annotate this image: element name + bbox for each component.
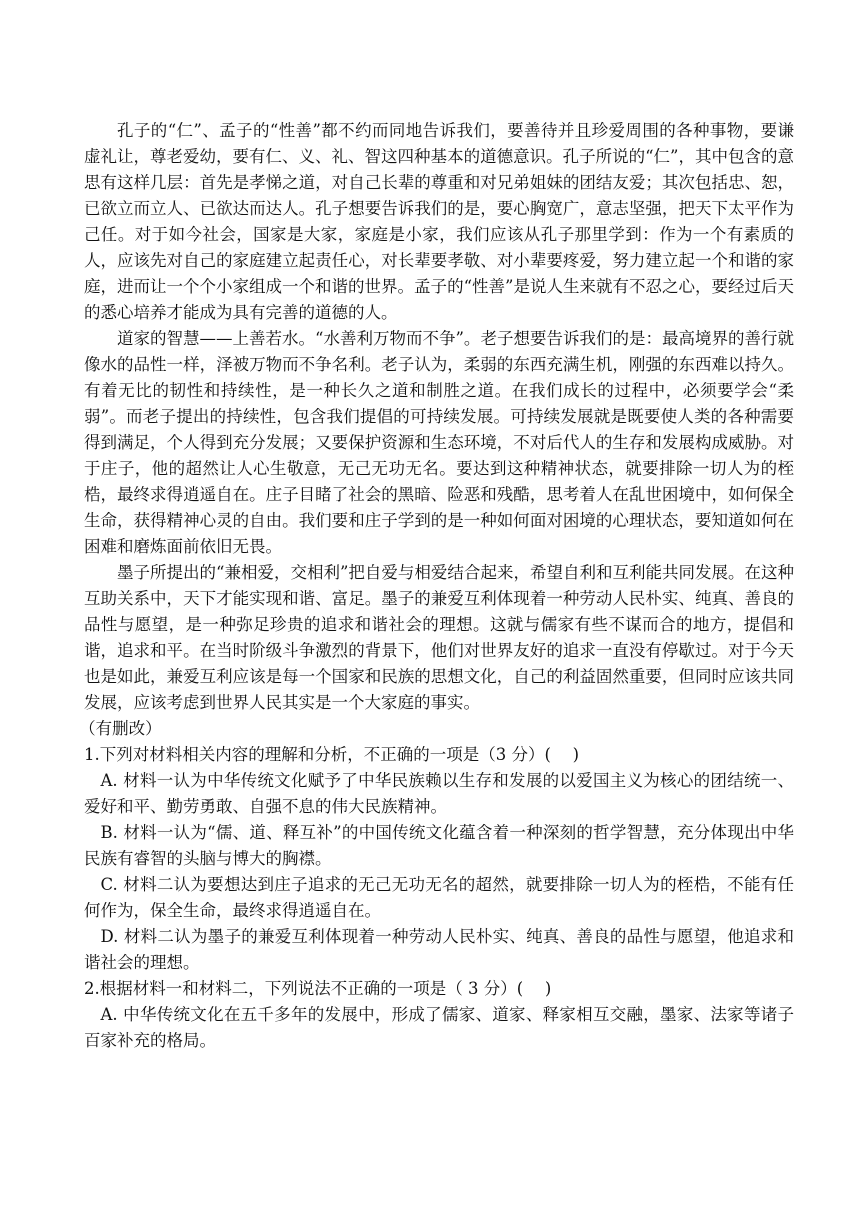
- question-stem: 2.根据材料一和材料二，下列说法不正确的一项是（ 3 分）( ): [84, 979, 552, 998]
- question-2: [84, 976, 794, 1054]
- document-page: [79, 118, 794, 1054]
- option-a: A. 材料一认为中华传统文化赋予了中华民族赖以生存和发展的以爱国主义为核心的团结统一、爱好和平、勤劳勇敢、自强不息的伟大民族精神。: [84, 771, 794, 816]
- question-1: [84, 742, 794, 976]
- option-b: B. 材料一认为“儒、道、释互补”的中国传统文化蕴含着一种深刻的哲学智慧，充分体现出中华民族有睿智的头脑与博大的胸襟。: [84, 823, 794, 868]
- question-stem: 1.下列对材料相关内容的理解和分析，不正确的一项是（3 分）( ): [84, 745, 580, 764]
- passage-paragraph-mohism: 墨子所提出的“兼相爱，交相利”把自爱与相爱结合起来，希望自利和互利能共同发展。在这种互助关系中，天下才能实现和谐、富足。墨子的兼爱互利体现着一种劳动人民朴实、纯真、善良的品性与愿望，是一种弥足珍贵的追求和谐社会的理想。这就与儒家有些不谋而合的地方，提倡和谐，追求和平。在当时阶级斗争激烈的背景下，他们对世界友好的追求一直没有停歇过。对于今天也是如此，兼爱互利应该是每一个国家和民族的思想文化，自己的利益固然重要，但同时应该共同发展，应该考虑到世界人民其实是一个大家庭的事实。: [84, 563, 794, 712]
- option-d: D. 材料二认为墨子的兼爱互利体现着一种劳动人民朴实、纯真、善良的品性与愿望，他追求和谐社会的理想。: [84, 927, 794, 972]
- option-c: C. 材料二认为要想达到庄子追求的无己无功无名的超然，就要排除一切人为的桎梏，不能有任何作为，保全生命，最终求得逍遥自在。: [84, 875, 794, 920]
- passage-paragraph-daoism: 道家的智慧——上善若水。“水善利万物而不争”。老子想要告诉我们的是：最高境界的善行就像水的品性一样，泽被万物而不争名利。老子认为，柔弱的东西充满生机，刚强的东西难以持久。有着无比的韧性和持续性，是一种长久之道和制胜之道。在我们成长的过程中，必须要学会“柔弱”。而老子提出的持续性，包含我们提倡的可持续发展。可持续发展就是既要使人类的各种需要得到满足，个人得到充分发展；又要保护资源和生态环境，不对后代人的生存和发展构成威胁。对于庄子，他的超然让人心生敬意，无己无功无名。要达到这种精神状态，就要排除一切人为的桎梏，最终求得逍遥自在。庄子目睹了社会的黑暗、险恶和残酷，思考着人在乱世困境中，如何保全生命，获得精神心灵的自由。我们要和庄子学到的是一种如何面对困境的心理状态，要知道如何在困难和磨炼面前依旧无畏。: [84, 329, 794, 556]
- passage-paragraph-confucius: 孔子的“仁”、孟子的“性善”都不约而同地告诉我们，要善待并且珍爱周围的各种事物，要谦虚礼让，尊老爱幼，要有仁、义、礼、智这四种基本的道德意识。孔子所说的“仁”，其中包含的意思有这样几层：首先是孝悌之道，对自己长辈的尊重和对兄弟姐妹的团结友爱；其次包括忠、恕，已欲立而立人、已欲达而达人。孔子想要告诉我们的是，要心胸宽广，意志坚强，把天下太平作为己任。对于如今社会，国家是大家，家庭是小家，我们应该从孔子那里学到：作为一个有素质的人，应该先对自己的家庭建立起责任心，对长辈要孝敬、对小辈要疼爱，努力建立起一个和谐的家庭，进而让一个个小家组成一个和谐的世界。孟子的“性善”是说人生来就有不忍之心，要经过后天的悉心培养才能成为具有完善的道德的人。: [84, 121, 794, 322]
- option-a: A. 中华传统文化在五千多年的发展中，形成了儒家、道家、释家相互交融，墨家、法家等诸子百家补充的格局。: [84, 1005, 794, 1050]
- source-note: （有删改）: [79, 719, 162, 738]
